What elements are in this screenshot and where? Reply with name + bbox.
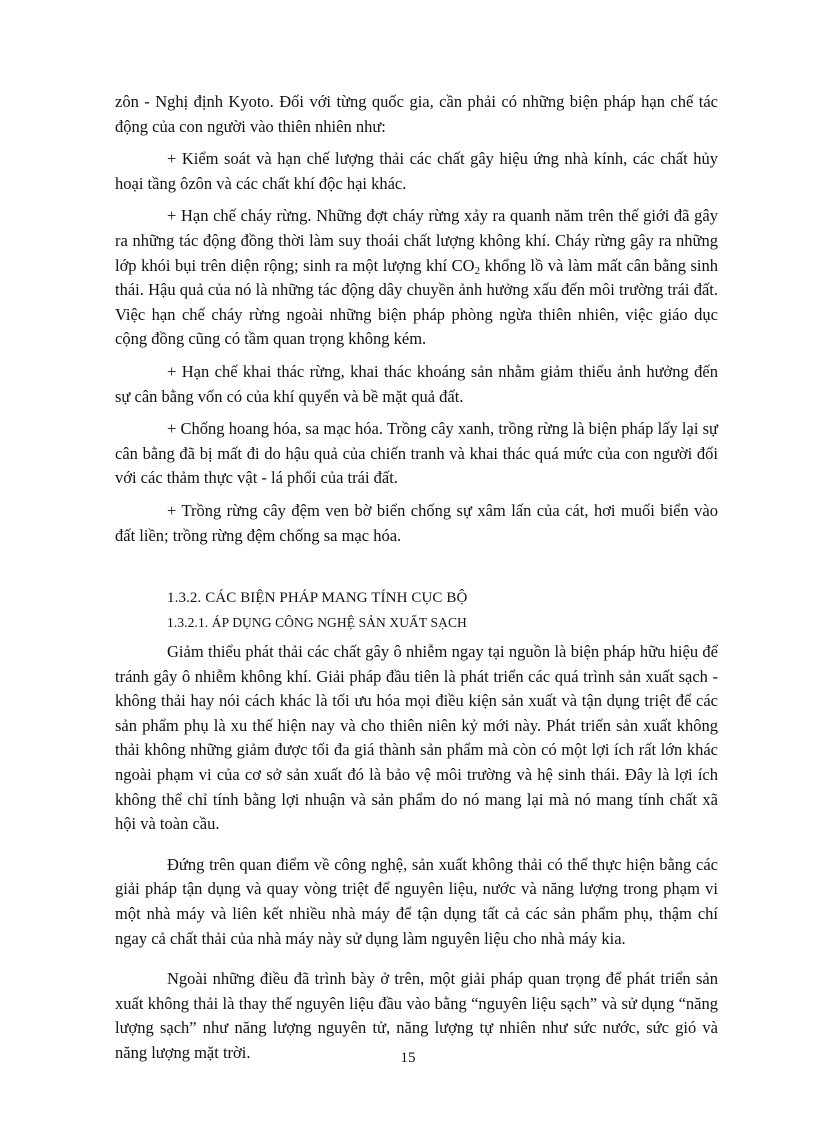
co2-subscript: 2 [474,264,481,277]
paragraph-desertification: + Chống hoang hóa, sa mạc hóa. Trồng cây xanh, trồng rừng là biện pháp lấy lại sự cân bằng đã bị mất đi do hậu quả của chiến tranh và khai thác quá mức của con người đối với các thảm thực vật - lá phổi của trái đất. [115,419,718,488]
forest-fire-text-part-1: + Hạn chế cháy rừng. Những đợt cháy rừng xảy ra quanh năm trên thế giới đã gây ra những tác động đồng thời làm suy thoái chất lượng không khí. Cháy rừng gây ra những lớp khói bụi trên diện rộng; sinh ra một lượng khí CO [115,206,718,275]
paragraph-clean-energy: Ngoài những điều đã trình bày ở trên, một giải pháp quan trọng để phát triển sản xuất không thải là thay thế nguyên liệu đầu vào bằng “nguyên liệu sạch” và sử dụng “năng lượng sạch” như năng lượng nguyên tử, năng lượng tự nhiên như sức nước, sức gió và năng lượng mặt trời. [115,969,718,1062]
paragraph-technology-view: Đứng trên quan điểm về công nghệ, sản xuất không thải có thể thực hiện bằng các giải pháp tận dụng và quay vòng triệt để nguyên liệu, nước và năng lượng trong phạm vi một nhà máy và liên kết nhiều nhà máy để tận dụng tất cả các sản phẩm phụ, thậm chí ngay cả chất thải của nhà máy này sử dụng làm nguyên liệu cho nhà máy kia. [115,854,718,948]
paragraph-coastal-forest: + Trồng rừng cây đệm ven bờ biển chống sự xâm lấn của cát, hơi muối biển vào đất liền; trồng rừng đệm chống sa mạc hóa. [115,500,718,545]
forest-fire-text-part-2: khổng lồ và làm mất cân bằng sinh thái. Hậu quả của nó là những tác động dây chuyền ảnh hưởng xấu đến môi trường trái đất. Việc hạn chế cháy rừng ngoài những biện pháp phòng ngừa thiên nhiên, việc giáo dục cộng đồng cũng có tầm quan trọng không kém. [115,255,718,349]
section-heading: 1.3.2. CÁC BIỆN PHÁP MANG TÍNH CỤC BỘ [167,590,468,607]
paragraph-intro: zôn - Nghị định Kyoto. Đối với từng quốc gia, cần phải có những biện pháp hạn chế tác động của con người vào thiên nhiên như: [115,92,718,136]
paragraph-limit-exploitation: + Hạn chế khai thác rừng, khai thác khoáng sản nhằm giảm thiểu ảnh hưởng đến sự cân bằng vốn có của khí quyển và bề mặt quả đất. [115,361,718,406]
paragraph-forest-fire [115,204,718,352]
page-number: 15 [400,1050,416,1066]
paragraph-emission-control: + Kiểm soát và hạn chế lượng thải các chất gây hiệu ứng nhà kính, các chất hủy hoại tầng ôzôn và các chất khí độc hại khác. [115,149,718,193]
paragraph-clean-production: Giảm thiểu phát thải các chất gây ô nhiễm ngay tại nguồn là biện pháp hữu hiệu để tránh gây ô nhiễm không khí. Giải pháp đầu tiên là phát triển các quá trình sản xuất sạch - không thải hay nói cách khác là tối ưu hóa mọi điều kiện sản xuất và tận dụng triệt để các sản phẩm phụ là xu thế hiện nay và cho thiên niên kỷ mới này. Phát triển sản xuất không thải không những giảm được tối đa giá thành sản phẩm mà còn có một lợi ích rất lớn khác ngoài phạm vi của cơ sở sản xuất đó là bảo vệ môi trường và hệ sinh thái. Đây là lợi ích không thể chỉ tính bằng lợi nhuận và sản phẩm do nó mang lại mà nó mang tính chất xã hội và toàn cầu. [115,642,718,834]
document-page [115,90,718,1074]
subsection-heading: 1.3.2.1. ÁP DỤNG CÔNG NGHỆ SẢN XUẤT SẠCH [167,615,467,631]
